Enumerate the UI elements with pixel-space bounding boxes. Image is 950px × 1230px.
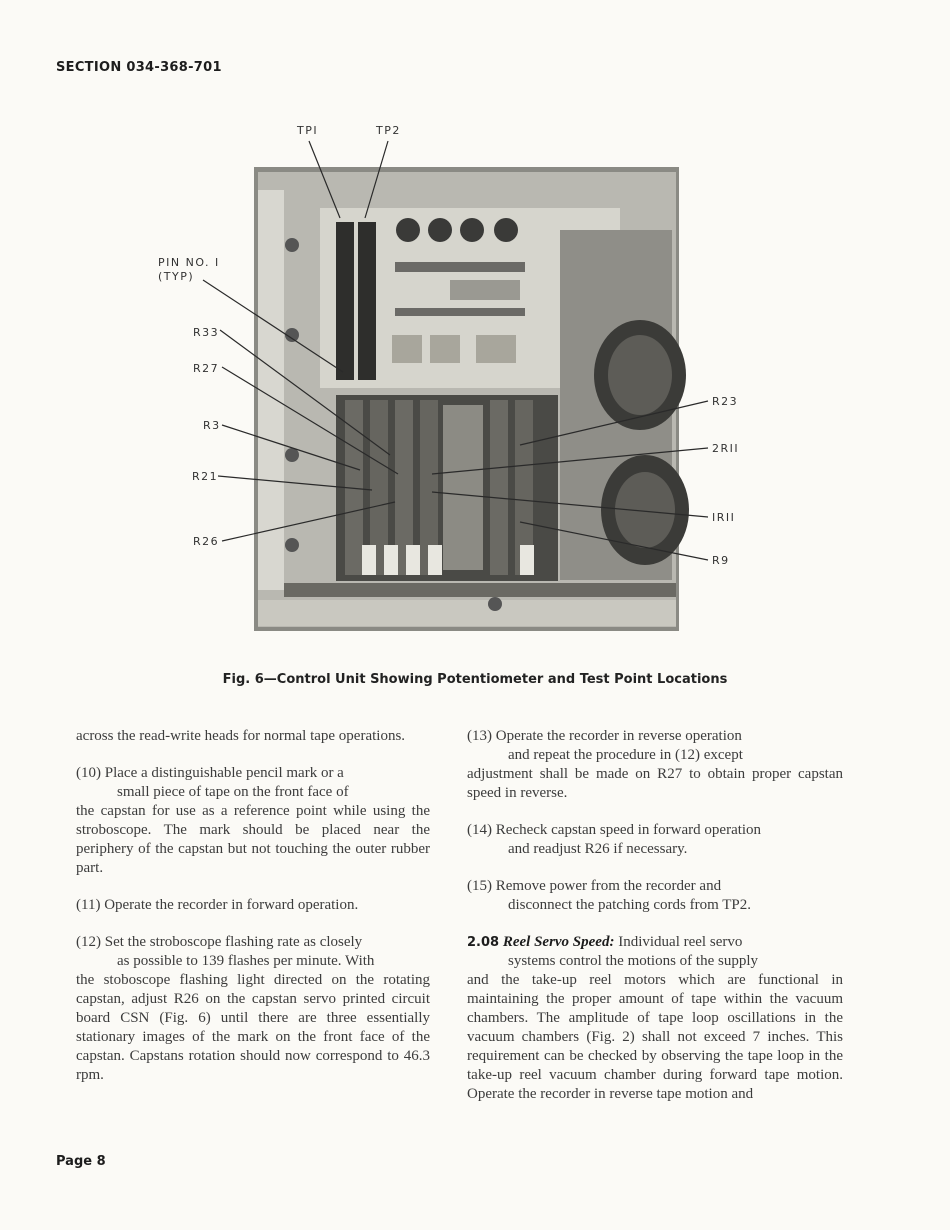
card-label-1 <box>362 545 376 575</box>
callout-r27: R27 <box>193 362 220 375</box>
connector-strip-1 <box>336 222 354 380</box>
callout-1r11: IRII <box>712 511 736 524</box>
card-label-5 <box>520 545 534 575</box>
step-first-line: Place a distinguishable pencil mark or a <box>104 765 344 781</box>
step-body: the capstan for use as a reference point while using the stroboscope. The mark should be placed near the periphery of the capstan but not touching the outer rubber part. <box>76 803 430 876</box>
callout-r21: R21 <box>192 470 219 483</box>
step-10 <box>76 764 430 878</box>
step-15 <box>467 877 843 915</box>
step-indented-line: disconnect the patching cords from TP2. <box>508 897 752 913</box>
callout-tp1: TPI <box>297 124 319 137</box>
callout-r26: R26 <box>193 535 220 548</box>
callout-r33: R33 <box>193 326 220 339</box>
callout-r3: R3 <box>203 419 221 432</box>
step-first-line: Recheck capstan speed in forward operation <box>495 822 762 838</box>
step-first-line: Remove power from the recorder and <box>495 878 722 894</box>
paragraph-continuation: across the read-write heads for normal tape operations. <box>76 728 406 744</box>
section-number: 2.08 <box>467 935 500 950</box>
component-row-2 <box>450 280 520 300</box>
pot-r1 <box>396 218 420 242</box>
relay-k3 <box>476 335 516 363</box>
section-2-08 <box>467 933 843 1104</box>
step-12 <box>76 933 430 1085</box>
component-row-3 <box>395 308 525 316</box>
relay-k2 <box>430 335 460 363</box>
callout-typ: (TYP) <box>158 270 195 283</box>
connector-strip-2 <box>358 222 376 380</box>
right-column <box>467 727 843 1122</box>
callout-pin-no: PIN NO. I <box>158 256 220 269</box>
card-label-4 <box>428 545 442 575</box>
pot-r3 <box>460 218 484 242</box>
section-title: Reel Servo Speed: <box>502 934 615 950</box>
step-indented-line: and readjust R26 if necessary. <box>508 841 688 857</box>
step-first-line: Operate the recorder in forward operation. <box>104 897 359 913</box>
step-number: (13) <box>467 728 492 744</box>
card-label-2 <box>384 545 398 575</box>
step-body: adjustment shall be made on R27 to obtain proper capstan speed in reverse. <box>467 766 843 801</box>
card-label-3 <box>406 545 420 575</box>
step-indented-line: and repeat the procedure in (12) except <box>508 747 743 763</box>
section-indented-line: systems control the motions of the supply <box>508 953 758 969</box>
callout-tp2: TP2 <box>376 124 401 137</box>
step-indented-line: small piece of tape on the front face of <box>117 784 349 800</box>
callout-2r11: 2RII <box>712 442 740 455</box>
section-body: and the take-up reel motors which are functional in maintaining the proper amount of tape within the vacuum chambers. The amplitude of tape loop oscillations in the vacuum chambers (Fig. 2) shall not exceed 7 inches. This requirement can be checked by observing the tape loop in the take-up reel vacuum chamber during forward tape motion. Operate the recorder in reverse tape motion and <box>467 972 843 1102</box>
figure-caption: Fig. 6—Control Unit Showing Potentiometer and Test Point Locations <box>222 672 728 687</box>
perforated-panel <box>443 405 483 570</box>
transformer-upper-core <box>608 335 672 415</box>
pot-r4 <box>494 218 518 242</box>
step-14 <box>467 821 843 859</box>
step-first-line: Set the stroboscope flashing rate as closely <box>104 934 363 950</box>
pot-r2 <box>428 218 452 242</box>
step-first-line: Operate the recorder in reverse operation <box>495 728 742 744</box>
step-number: (10) <box>76 765 101 781</box>
callout-r23: R23 <box>712 395 739 408</box>
card-5 <box>490 400 508 575</box>
step-number: (12) <box>76 934 101 950</box>
step-11 <box>76 896 430 915</box>
transformer-lower-core <box>615 472 675 548</box>
step-body: the stoboscope flashing light directed on the rotating capstan, adjust R26 on the capstan servo printed circuit board CSN (Fig. 6) until there are three essentially stationary images of the mark on the front face of the capstan. Capstans rotation should now correspond to 46.3 rpm. <box>76 972 430 1083</box>
left-column <box>76 727 430 1103</box>
screw-4 <box>285 538 299 552</box>
callout-r9: R9 <box>712 554 730 567</box>
bottom-rail <box>284 583 676 597</box>
screw-1 <box>285 238 299 252</box>
screw-5 <box>488 597 502 611</box>
front-lip <box>258 600 676 626</box>
section-header: SECTION 034-368-701 <box>56 60 222 75</box>
step-number: (15) <box>467 878 492 894</box>
step-indented-line: as possible to 139 flashes per minute. With <box>117 953 375 969</box>
screw-3 <box>285 448 299 462</box>
section-first-line: Individual reel servo <box>618 934 743 950</box>
page-number: Page 8 <box>56 1154 106 1169</box>
step-number: (14) <box>467 822 492 838</box>
step-13 <box>467 727 843 803</box>
step-number: (11) <box>76 897 101 913</box>
component-row-1 <box>395 262 525 272</box>
relay-k1 <box>392 335 422 363</box>
